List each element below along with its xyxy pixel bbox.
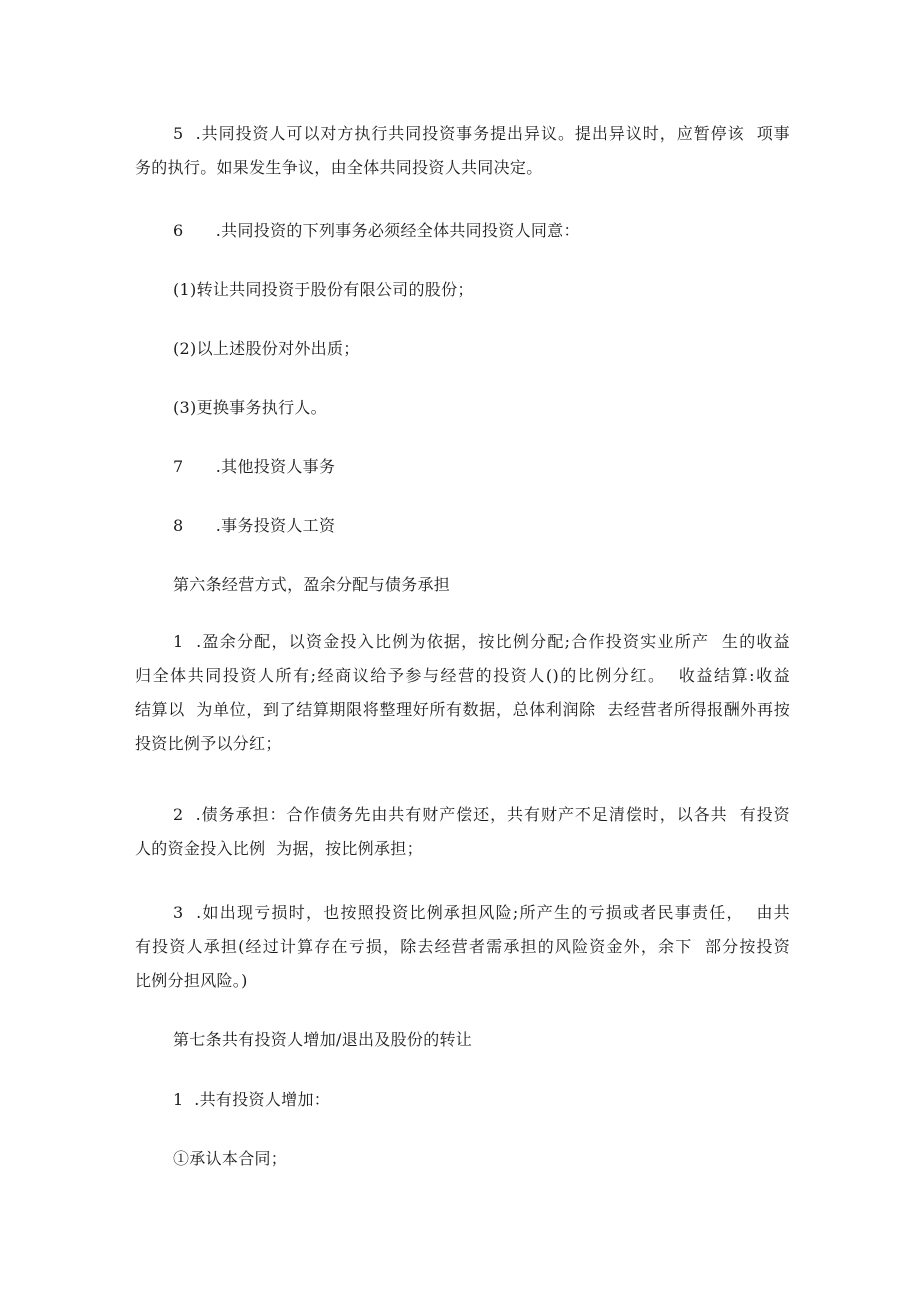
- article-6-section-3-line-3: 比例分担风险。): [135, 971, 248, 990]
- article-6-section-1: [135, 625, 790, 761]
- article-7-title: 第七条共有投资人增加/退出及股份的转让: [173, 1030, 473, 1049]
- clause-8-heading: 8 .事务投资人工资: [173, 516, 336, 535]
- clause-7-heading: 7 .其他投资人事务: [173, 457, 336, 476]
- article-6-section-3: [135, 896, 790, 998]
- clause-6-heading: 6 .共同投资的下列事务必须经全体共同投资人同意：: [173, 221, 580, 240]
- article-6-section-3-line-2: 有投资人承担(经过计算存在亏损，除去经营者需承担的风险资金外，余下 部分按投资: [135, 937, 790, 956]
- clause-5-line-1: 5 .共同投资人可以对方执行共同投资事务提出异议。提出异议时，应暂停该 项事: [173, 124, 790, 143]
- article-6-section-2-line-2: 人的资金投入比例 为据，按比例承担；: [135, 839, 423, 858]
- article-6-title: 第六条经营方式，盈余分配与债务承担: [173, 575, 451, 594]
- clause-5-paragraph: [135, 117, 790, 185]
- article-7-section-1-item-1: ①承认本合同；: [173, 1149, 288, 1168]
- clause-6-item-1: (1)转让共同投资于股份有限公司的股份；: [173, 280, 474, 299]
- article-6-section-2-line-1: 2 .债务承担：合作债务先由共有财产偿还，共有财产不足清偿时，以各共 有投资: [173, 805, 790, 824]
- article-6-section-2: [135, 798, 790, 866]
- article-6-section-1-line-4: 投资比例予以分红；: [135, 734, 282, 753]
- article-6-section-1-line-1: 1 .盈余分配，以资金投入比例为依据，按比例分配;合作投资实业所产 生的收益: [173, 632, 790, 651]
- clause-6-item-3: (3)更换事务执行人。: [173, 398, 327, 417]
- article-6-section-1-line-3: 结算以 为单位，到了结算期限将整理好所有数据，总体利润除 去经营者所得报酬外再按: [135, 700, 790, 719]
- article-6-section-3-line-1: 3 .如出现亏损时，也按照投资比例承担风险;所产生的亏损或者民事责任， 由共: [173, 903, 790, 922]
- article-7-section-1: 1 .共有投资人增加：: [173, 1090, 331, 1109]
- clause-6-item-2: (2)以上述股份对外出质；: [173, 339, 360, 358]
- clause-5-line-2: 务的执行。如果发生争议，由全体共同投资人共同决定。: [135, 158, 543, 177]
- article-6-section-1-line-2: 归全体共同投资人所有;经商议给予参与经营的投资人()的比例分红。 收益结算:收益: [135, 666, 790, 685]
